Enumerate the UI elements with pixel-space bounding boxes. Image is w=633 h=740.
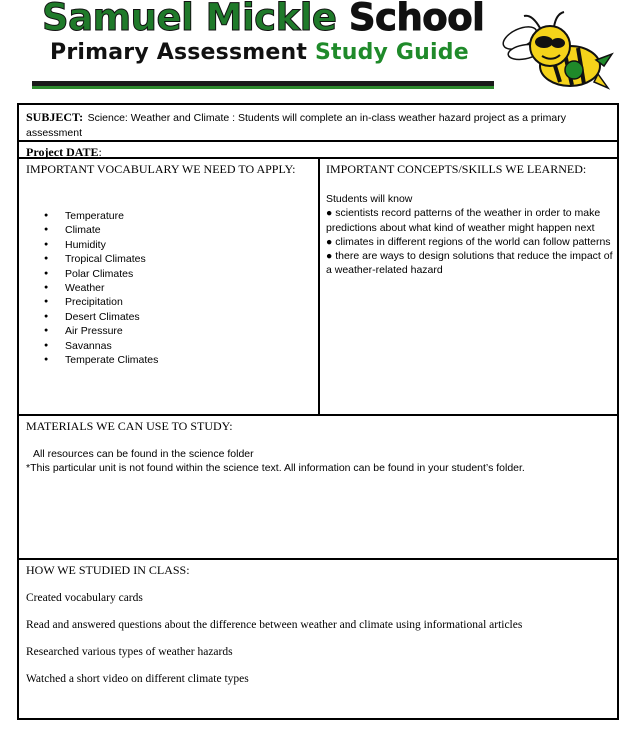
school-name-part2: School xyxy=(348,0,485,39)
header-bar-green xyxy=(32,86,494,89)
studied-item: Researched various types of weather hazards xyxy=(26,646,233,658)
hornet-mascot-icon xyxy=(500,8,620,94)
concepts-list xyxy=(326,192,614,278)
vocabulary-item: ● Air Pressure xyxy=(44,324,314,338)
concepts-line: Students will know xyxy=(326,193,413,205)
guide-subtitle xyxy=(50,40,469,65)
school-name xyxy=(42,0,484,39)
vocabulary-item: ● Humidity xyxy=(44,238,314,252)
studied-item: Created vocabulary cards xyxy=(26,592,143,604)
study-guide-table xyxy=(17,103,619,720)
vocabulary-item: ● Tropical Climates xyxy=(44,252,314,266)
concepts-line: ● climates in different regions of the world can follow patterns xyxy=(326,235,611,248)
project-date-suffix: : xyxy=(98,145,102,159)
concepts-heading: IMPORTANT CONCEPTS/SKILLS WE LEARNED xyxy=(326,162,583,176)
vocabulary-item: ● Climate xyxy=(44,223,314,237)
studied-heading: HOW WE STUDIED IN CLASS: xyxy=(26,563,190,577)
subtitle-part2: Study Guide xyxy=(314,40,469,65)
header xyxy=(0,0,633,100)
concepts-section xyxy=(326,162,614,278)
studied-row xyxy=(19,560,617,718)
concepts-line: ● there are ways to design solutions that reduce the impact of a weather-related hazard xyxy=(326,250,613,277)
subtitle-part1: Primary Assessment xyxy=(50,40,308,65)
vocabulary-item: ● Temperate Climates xyxy=(44,353,314,367)
materials-heading: MATERIALS WE CAN USE TO STUDY: xyxy=(26,419,233,433)
subject-label: SUBJECT: xyxy=(26,110,84,124)
vocabulary-item: ● Desert Climates xyxy=(44,310,314,324)
materials-note: *This particular unit is not found within the science text. All information can be found in your student’s folder. xyxy=(26,462,525,474)
concepts-heading-suffix: : xyxy=(582,162,587,176)
vocabulary-item: ● Precipitation xyxy=(44,295,314,309)
vocabulary-item: ● Polar Climates xyxy=(44,267,314,281)
column-divider xyxy=(318,159,320,414)
subject-text: Science: Weather and Climate : Students will complete an in-class weather hazard project as a primary assessment xyxy=(26,112,566,139)
studied-item: Watched a short video on different climate types xyxy=(26,673,249,685)
vocabulary-heading: IMPORTANT VOCABULARY WE NEED TO APPLY: xyxy=(26,162,296,176)
vocab-concepts-row xyxy=(19,159,617,416)
vocabulary-item: ● Weather xyxy=(44,281,314,295)
materials-line: All resources can be found in the science folder xyxy=(33,448,254,460)
project-date-row xyxy=(19,142,617,159)
school-name-part1: Samuel Mickle xyxy=(42,0,337,39)
vocabulary-list xyxy=(44,209,314,367)
vocabulary-item: ● Savannas xyxy=(44,339,314,353)
concepts-line: ● scientists record patterns of the weather in order to make predictions about what kind of weather might happen next xyxy=(326,207,601,234)
vocabulary-section xyxy=(26,162,314,367)
subject-row xyxy=(19,105,617,142)
project-date-label: Project DATE xyxy=(26,145,99,159)
vocabulary-item: ● Temperature xyxy=(44,209,314,223)
studied-item: Read and answered questions about the difference between weather and climate using informational articles xyxy=(26,619,523,631)
materials-row xyxy=(19,416,617,560)
